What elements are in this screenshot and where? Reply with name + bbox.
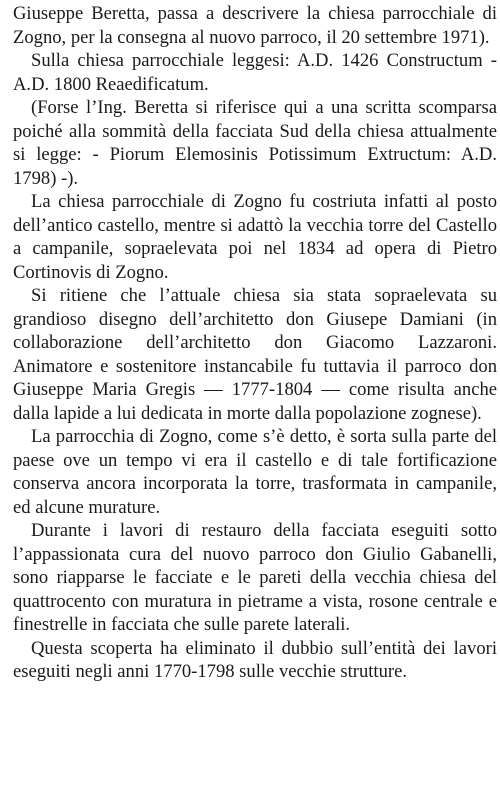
paragraph-3: (Forse l’Ing. Beretta si riferisce qui a una scritta scomparsa poiché alla sommità della facciata Sud della chiesa attualmente si legge: - Piorum Elemosinis Potissimum Extructum: A.D. 1798) -). xyxy=(13,97,497,189)
paragraph-4: La chiesa parrocchiale di Zogno fu costriuta infatti al posto dell’antico castello, mentre si adattò la vecchia torre del Castello a campanile, sopraelevata poi nel 1834 ad opera di Pietro Cortinovis di Zogno. xyxy=(13,191,497,283)
paragraph-1: Giuseppe Beretta, passa a descrivere la chiesa parrocchiale di Zogno, per la consegna al nuovo parroco, il 20 settembre 1971). xyxy=(13,3,497,48)
paragraph-7: Durante i lavori di restauro della facciata eseguiti sotto l’appassionata cura del nuovo parroco don Giulio Gabanelli, sono riapparse le facciate e le pareti della vecchia chiesa del quattrocento con muratura in pietrame a vista, rosone centrale e finestrelle in facciata che sulle parete laterali. xyxy=(13,520,497,635)
paragraph-5: Si ritiene che l’attuale chiesa sia stata sopraelevata su grandioso disegno dell’architetto don Giusepe Damiani (in collaborazione dell’architetto don Giacomo Lazzaroni. Animatore e sostenitore instancabile fu tuttavia il parroco don Giuseppe Maria Gregis — 1777-1804 — come risulta anche dalla lapide a lui dedicata in morte dalla popolazione zognese). xyxy=(13,285,497,424)
paragraph-2: Sulla chiesa parrocchiale leggesi: A.D. 1426 Constructum - A.D. 1800 Reaedificatum. xyxy=(13,50,497,95)
paragraph-6: La parrocchia di Zogno, come s’è detto, è sorta sulla parte del paese ove un tempo vi era il castello e di tale fortificazione conserva ancora incorporata la torre, trasformata in campanile, ed alcune murature. xyxy=(13,426,497,518)
paragraph-8: Questa scoperta ha eliminato il dubbio sull’entità dei lavori eseguiti negli anni 1770-1798 sulle vecchie strutture. xyxy=(13,637,497,682)
